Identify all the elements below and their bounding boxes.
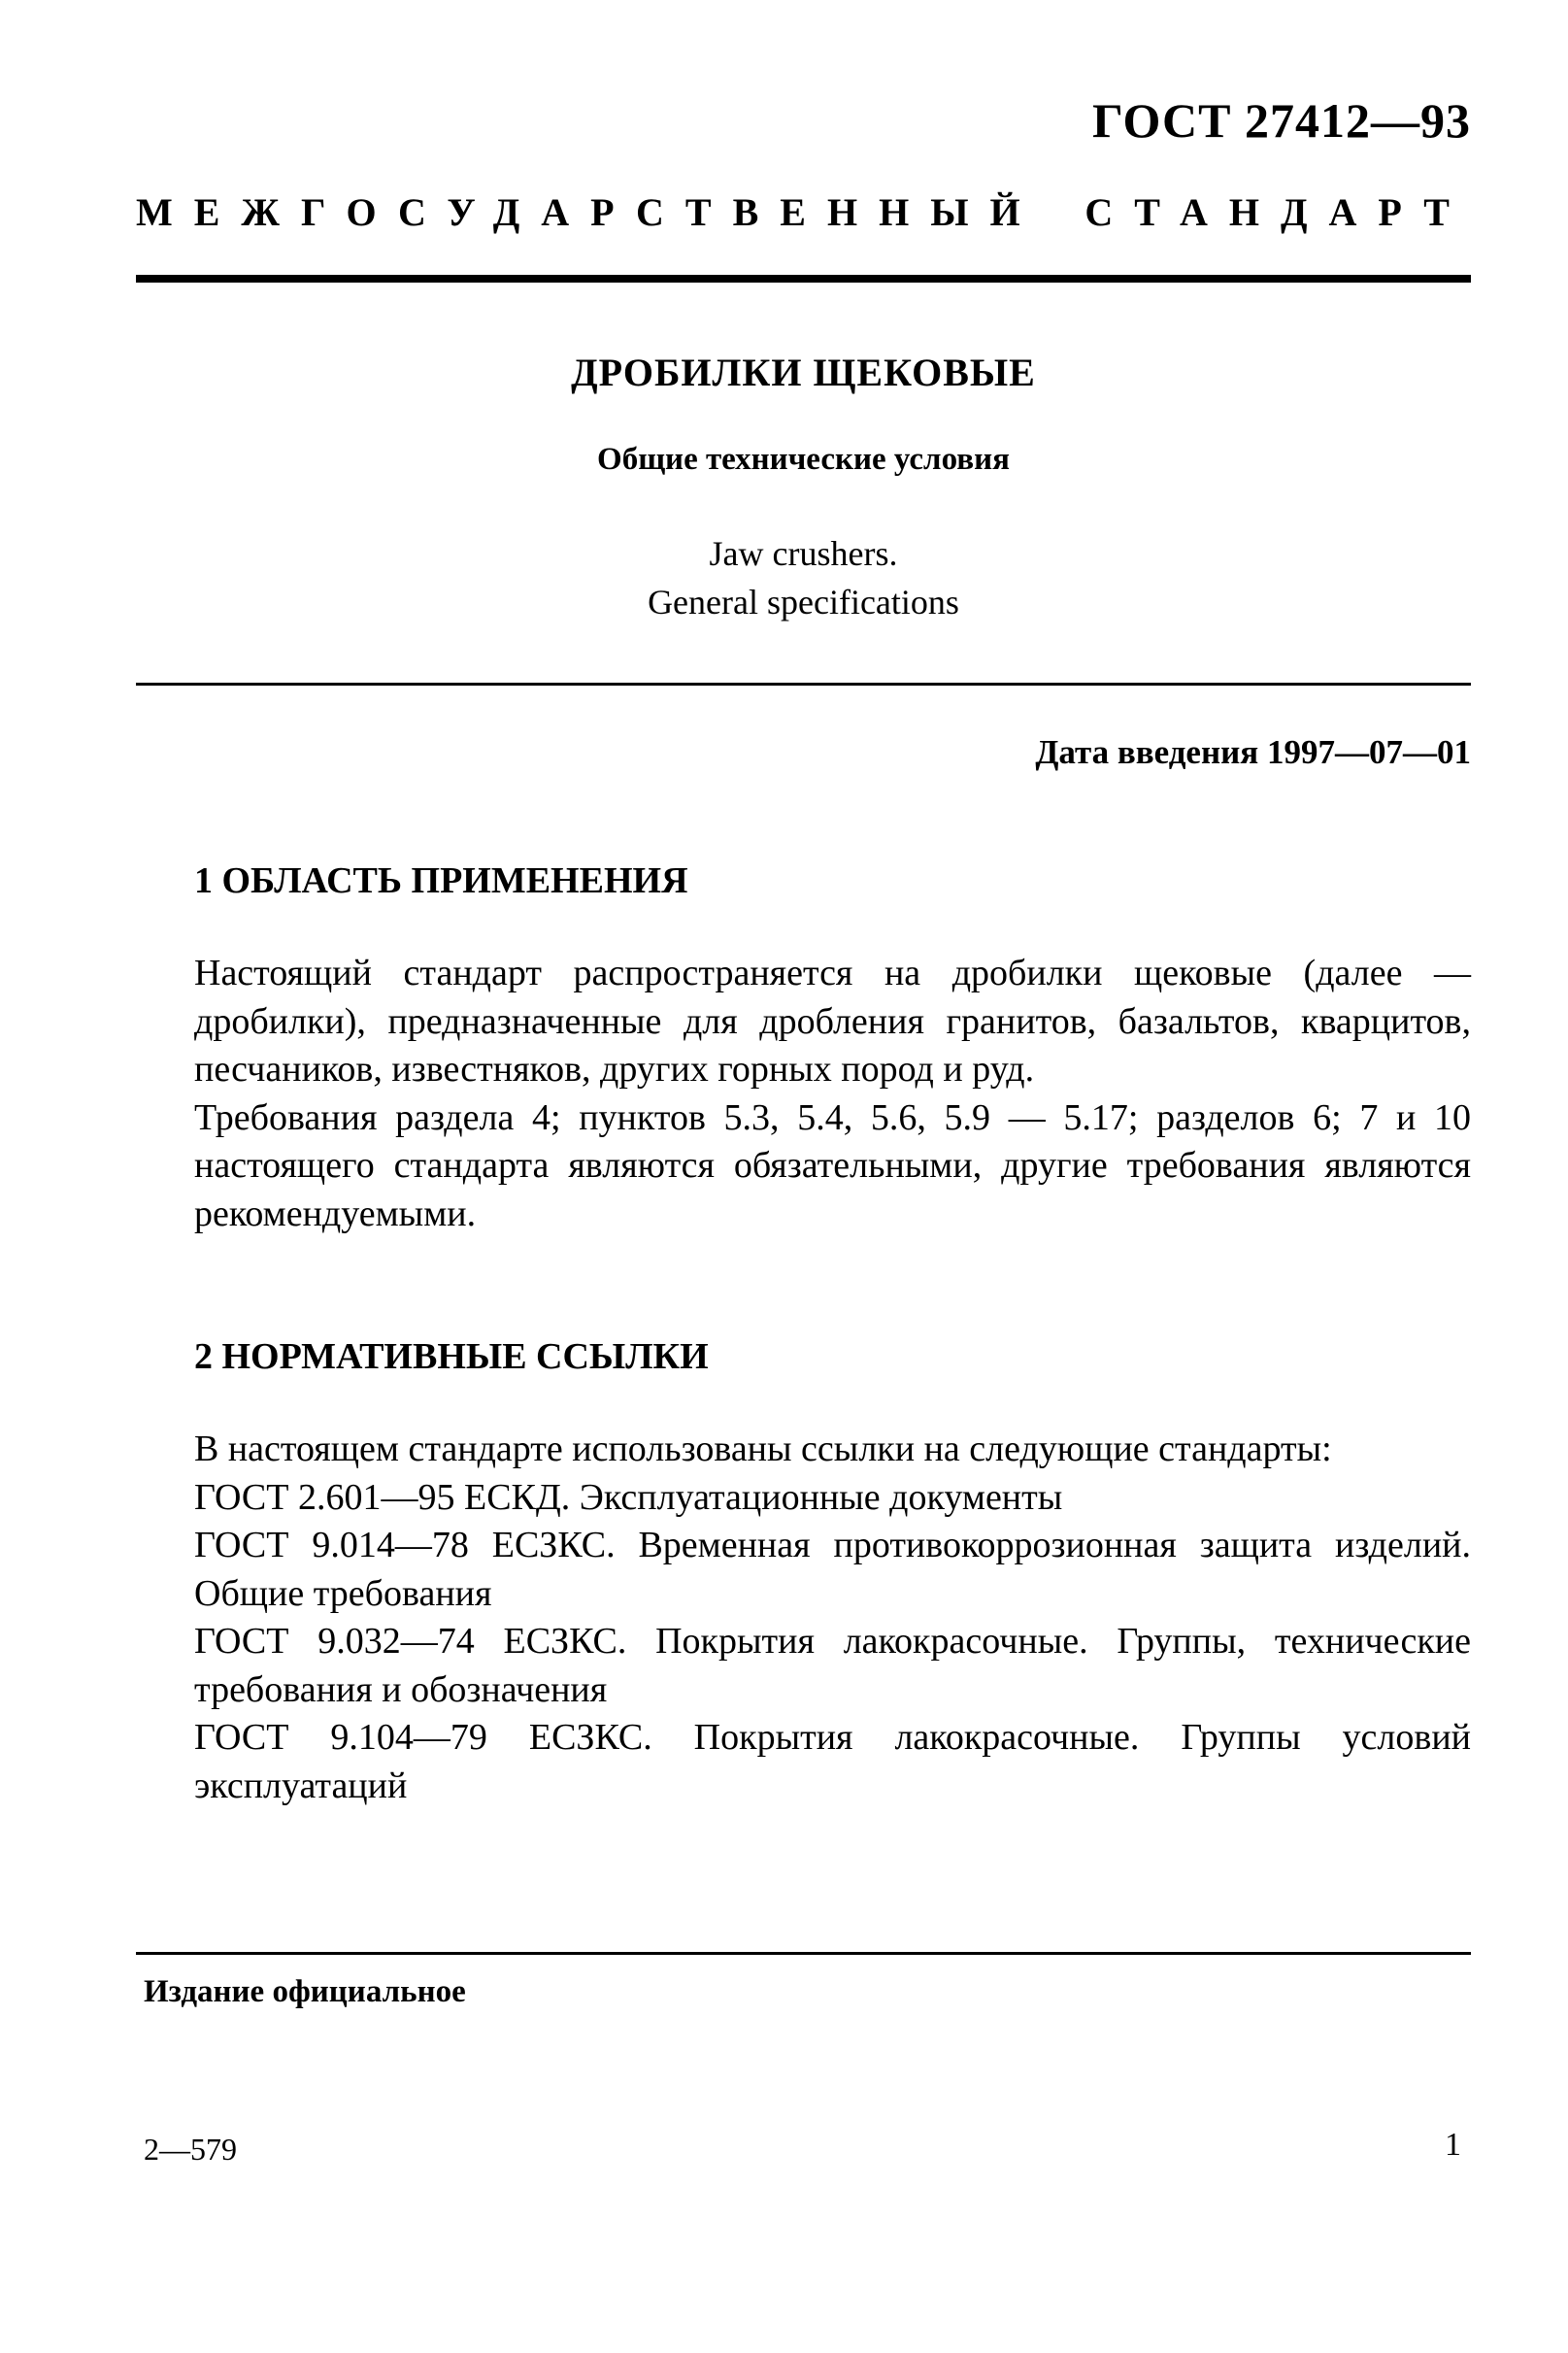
introduction-date: Дата введения 1997—07—01 <box>1035 733 1471 771</box>
official-edition-label: Издание официальное <box>144 1974 466 2009</box>
reference-gost-9-014: ГОСТ 9.014—78 ЕСЗКС. Временная противокоррозионная защита изделий. Общие требования <box>194 1525 1471 1614</box>
reference-gost-9-104: ГОСТ 9.104—79 ЕСЗКС. Покрытия лакокрасочные. Группы условий эксплуатаций <box>194 1717 1471 1806</box>
standard-label: СТАНДАРТ <box>1084 190 1471 234</box>
title-divider <box>136 683 1471 686</box>
section-1-paragraph-1: Настоящий стандарт распространяется на дробилки щековые (далее — дробилки), предназначенные для дробления гранитов, базальтов, кварцитов, песчаников, известняков, других горных пород и руд. <box>194 953 1471 1090</box>
document-title: ДРОБИЛКИ ЩЕКОВЫЕ <box>571 351 1036 394</box>
english-title-line-1: Jaw crushers. <box>709 534 898 573</box>
section-2-paragraph-intro: В настоящем стандарте использованы ссылки на следующие стандарты: <box>194 1429 1332 1469</box>
english-title-line-2: General specifications <box>648 583 959 622</box>
header-divider <box>136 275 1471 283</box>
print-code: 2—579 <box>144 2132 237 2167</box>
section-1-heading: 1 ОБЛАСТЬ ПРИМЕНЕНИЯ <box>194 860 688 901</box>
english-title <box>136 529 1471 626</box>
section-2-heading: 2 НОРМАТИВНЫЕ ССЫЛКИ <box>194 1336 709 1377</box>
footer-divider <box>136 1952 1471 1955</box>
interstate-standard-line <box>136 189 1471 235</box>
section-1-body <box>194 950 1471 1238</box>
section-1-paragraph-2: Требования раздела 4; пунктов 5.3, 5.4, 5.6, 5.9 — 5.17; разделов 6; 7 и 10 настоящего стандарта являются обязательными, другие требования являются рекомендуемыми. <box>194 1096 1471 1234</box>
section-2-body <box>194 1426 1471 1810</box>
page-number: 1 <box>1445 2127 1461 2163</box>
gost-number: ГОСТ 27412—93 <box>1091 93 1471 148</box>
document-subtitle: Общие технические условия <box>597 442 1010 477</box>
reference-gost-2-601: ГОСТ 2.601—95 ЕСКД. Эксплуатационные документы <box>194 1476 1063 1518</box>
interstate-label: МЕЖГОСУДАРСТВЕННЫЙ <box>136 190 1042 234</box>
reference-gost-9-032: ГОСТ 9.032—74 ЕСЗКС. Покрытия лакокрасочные. Группы, технические требования и обозначения <box>194 1621 1471 1710</box>
